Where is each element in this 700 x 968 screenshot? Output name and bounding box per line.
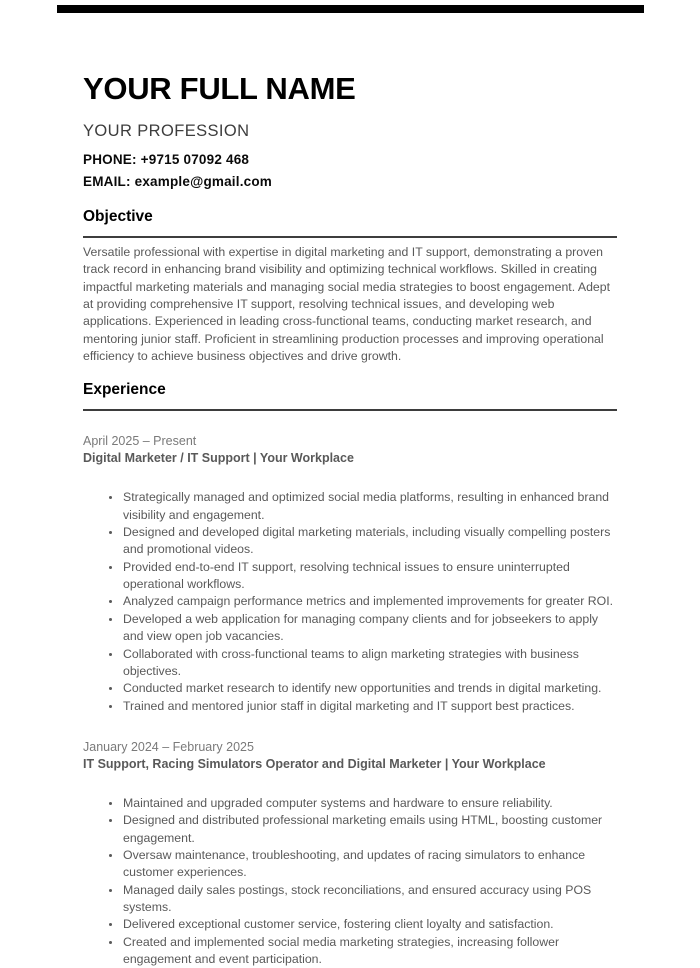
job-bullet-list <box>83 489 617 714</box>
job-bullet-list <box>83 795 617 968</box>
phone-line: PHONE: +9715 07092 468 <box>83 152 250 167</box>
job-title: IT Support, Racing Simulators Operator and Digital Marketer | Your Workplace <box>83 756 546 771</box>
job-dates: April 2025 – Present <box>83 434 197 449</box>
objective-heading: Objective <box>83 208 153 225</box>
objective-body: Versatile professional with expertise in digital marketing and IT support, demonstrating a proven track record in enhancing brand visibility and optimizing technical workflows. Skilled in creating impactful marketing materials and managing social media strategies to boost engagement. Adept at providing comprehensive IT support, resolving technical issues, and developing web applications. Experienced in leading cross-functional teams, conducting market research, and mentoring junior staff. Proficient in streamlining production processes and improving operational efficiency to achieve business objectives and drive growth. <box>83 245 611 364</box>
full-name: YOUR FULL NAME <box>83 71 356 106</box>
bullet-item: • Oversaw maintenance, troubleshooting, and updates of racing simulators to enhance customer experiences. <box>122 847 617 882</box>
experience-heading: Experience <box>83 381 166 399</box>
bullet-item: • Trained and mentored junior staff in digital marketing and IT support best practices. <box>122 698 617 715</box>
bullet-item: • Designed and developed digital marketing materials, including visually compelling posters and promotional videos. <box>122 524 617 559</box>
objective-divider <box>83 236 617 238</box>
bullet-item: • Developed a web application for managing company clients and for jobseekers to apply and view open job vacancies. <box>122 611 617 646</box>
bullet-item: • Analyzed campaign performance metrics and implemented improvements for greater ROI. <box>122 593 617 610</box>
bullet-item: • Collaborated with cross-functional teams to align marketing strategies with business objectives. <box>122 646 617 681</box>
contact-block <box>83 149 617 193</box>
bullet-item: • Strategically managed and optimized social media platforms, resulting in enhanced brand visibility and engagement. <box>122 489 617 524</box>
top-accent-bar <box>57 5 644 13</box>
bullet-item: • Maintained and upgraded computer systems and hardware to ensure reliability. <box>122 795 617 812</box>
bullet-item: • Delivered exceptional customer service, fostering client loyalty and satisfaction. <box>122 916 617 933</box>
job-block <box>83 433 617 714</box>
email-line: EMAIL: example@gmail.com <box>83 174 273 189</box>
job-dates: January 2024 – February 2025 <box>83 739 254 754</box>
bullet-item: • Provided end-to-end IT support, resolving technical issues to ensure uninterrupted operational workflows. <box>122 559 617 594</box>
bullet-item: • Managed daily sales postings, stock reconciliations, and ensured accuracy using POS systems. <box>122 882 617 917</box>
job-block <box>83 739 617 968</box>
job-title: Digital Marketer / IT Support | Your Workplace <box>83 451 354 466</box>
bullet-item: • Designed and distributed professional marketing emails using HTML, boosting customer engagement. <box>122 812 617 847</box>
bullet-item: • Created and implemented social media marketing strategies, increasing follower engagement and event participation. <box>122 934 617 968</box>
profession: YOUR PROFESSION <box>83 122 250 140</box>
experience-divider <box>83 409 617 411</box>
bullet-item: • Conducted market research to identify new opportunities and trends in digital marketing. <box>122 680 617 697</box>
